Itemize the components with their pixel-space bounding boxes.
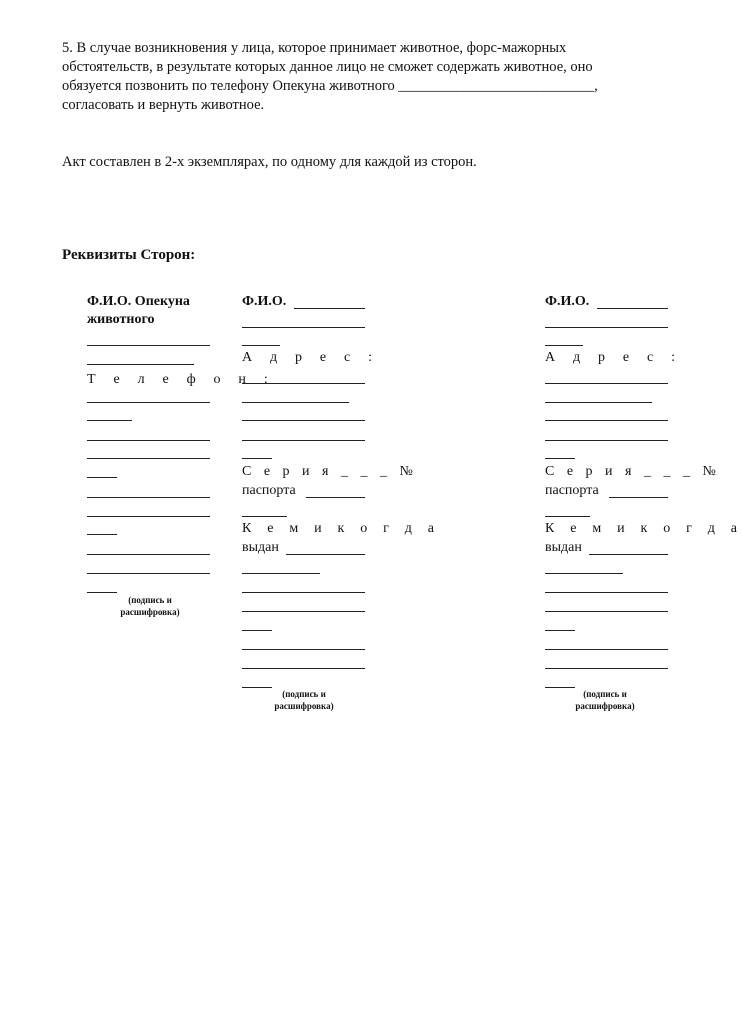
party-1-address-line <box>242 458 272 459</box>
party-2-issued-by-label: выдан <box>545 540 582 555</box>
party-1-address-line <box>242 440 365 441</box>
party-2-fio-line <box>545 327 668 328</box>
party-2-series-label: С е р и я _ _ _ № <box>545 464 721 479</box>
guardian-fio-label: Ф.И.О. Опекуна <box>87 294 190 309</box>
party-2-passport-label: паспорта <box>545 483 599 498</box>
party-2-address-line <box>545 420 668 421</box>
party-2-address-line <box>545 402 652 403</box>
guardian-fio-line <box>87 364 194 365</box>
guardian-phone-label: Т е л е ф о н : <box>87 372 275 387</box>
guardian-signature-caption <box>102 594 198 618</box>
party-2-fio-line <box>545 345 583 346</box>
party-column-1 <box>242 0 441 1026</box>
party-1-passport-label: паспорта <box>242 483 296 498</box>
signature-caption-line-1: (подпись и <box>128 595 172 605</box>
signature-caption-line-2: расшифровка) <box>120 607 180 617</box>
guardian-fio-label-2: животного <box>87 312 155 327</box>
guardian-line <box>87 516 210 517</box>
party-1-issued-by-label: выдан <box>242 540 279 555</box>
party-2-issued-line <box>545 630 575 631</box>
party-1-issued-line <box>242 592 365 593</box>
guardian-line <box>87 573 210 574</box>
party-1-fio-label: Ф.И.О. <box>242 294 287 309</box>
party-1-fio-line <box>242 327 365 328</box>
party-2-issued-line <box>545 592 668 593</box>
party-1-issued-line <box>242 649 365 650</box>
guardian-phone-line <box>87 402 210 403</box>
party-2-address-line <box>545 458 575 459</box>
party-2-fio-line <box>597 308 668 309</box>
signature-caption-line-2: расшифровка) <box>575 701 635 711</box>
party-1-address-line <box>242 420 365 421</box>
signature-caption-line-1: (подпись и <box>282 689 326 699</box>
guardian-line <box>87 592 117 593</box>
party-1-issued-line <box>286 554 365 555</box>
clause-5-line-4: согласовать и вернуть животное. <box>62 97 265 113</box>
party-1-address-line <box>242 383 365 384</box>
requisites-heading: Реквизиты Сторон: <box>62 247 196 263</box>
guardian-line <box>87 477 117 478</box>
party-2-signature-caption <box>557 688 653 712</box>
party-1-address-line <box>242 402 349 403</box>
guardian-line <box>87 534 117 535</box>
party-1-issued-label: К е м и к о г д а <box>242 521 441 536</box>
party-2-address-line <box>545 440 668 441</box>
party-1-passport-line <box>306 497 365 498</box>
party-1-passport-line <box>242 516 287 517</box>
party-1-issued-line <box>242 630 272 631</box>
party-2-address-label: А д р е с : <box>545 350 683 365</box>
party-1-fio-line <box>242 345 280 346</box>
party-2-issued-line <box>545 668 668 669</box>
clause-5-line-3: обязуется позвонить по телефону Опекуна животного ___________________________, <box>62 78 598 94</box>
signature-caption-line-2: расшифровка) <box>274 701 334 711</box>
party-2-address-line <box>545 383 668 384</box>
clause-5-line-1: 5. В случае возникновения у лица, которое принимает животное, форс-мажорных <box>62 40 567 56</box>
signature-caption-line-1: (подпись и <box>583 689 627 699</box>
guardian-line <box>87 458 210 459</box>
party-1-issued-line <box>242 668 365 669</box>
party-2-issued-line <box>589 554 668 555</box>
party-1-address-label: А д р е с : <box>242 350 380 365</box>
guardian-fio-line <box>87 345 210 346</box>
guardian-line <box>87 497 210 498</box>
party-1-signature-caption <box>256 688 352 712</box>
party-2-passport-line <box>545 516 590 517</box>
guardian-phone-line <box>87 420 132 421</box>
party-2-fio-label: Ф.И.О. <box>545 294 590 309</box>
guardian-line <box>87 440 210 441</box>
party-2-issued-line <box>545 611 668 612</box>
clause-5-line-2: обстоятельств, в результате которых данное лицо не сможет содержать животное, оно <box>62 59 593 75</box>
party-1-fio-line <box>294 308 365 309</box>
party-2-issued-line <box>545 573 623 574</box>
party-1-issued-line <box>242 611 365 612</box>
act-note: Акт составлен в 2-х экземплярах, по одному для каждой из сторон. <box>62 154 477 170</box>
party-column-2 <box>545 0 743 1026</box>
party-1-issued-line <box>242 573 320 574</box>
party-2-issued-label: К е м и к о г д а <box>545 521 743 536</box>
guardian-line <box>87 554 210 555</box>
party-2-issued-line <box>545 649 668 650</box>
party-2-passport-line <box>609 497 668 498</box>
party-1-series-label: С е р и я _ _ _ № <box>242 464 418 479</box>
